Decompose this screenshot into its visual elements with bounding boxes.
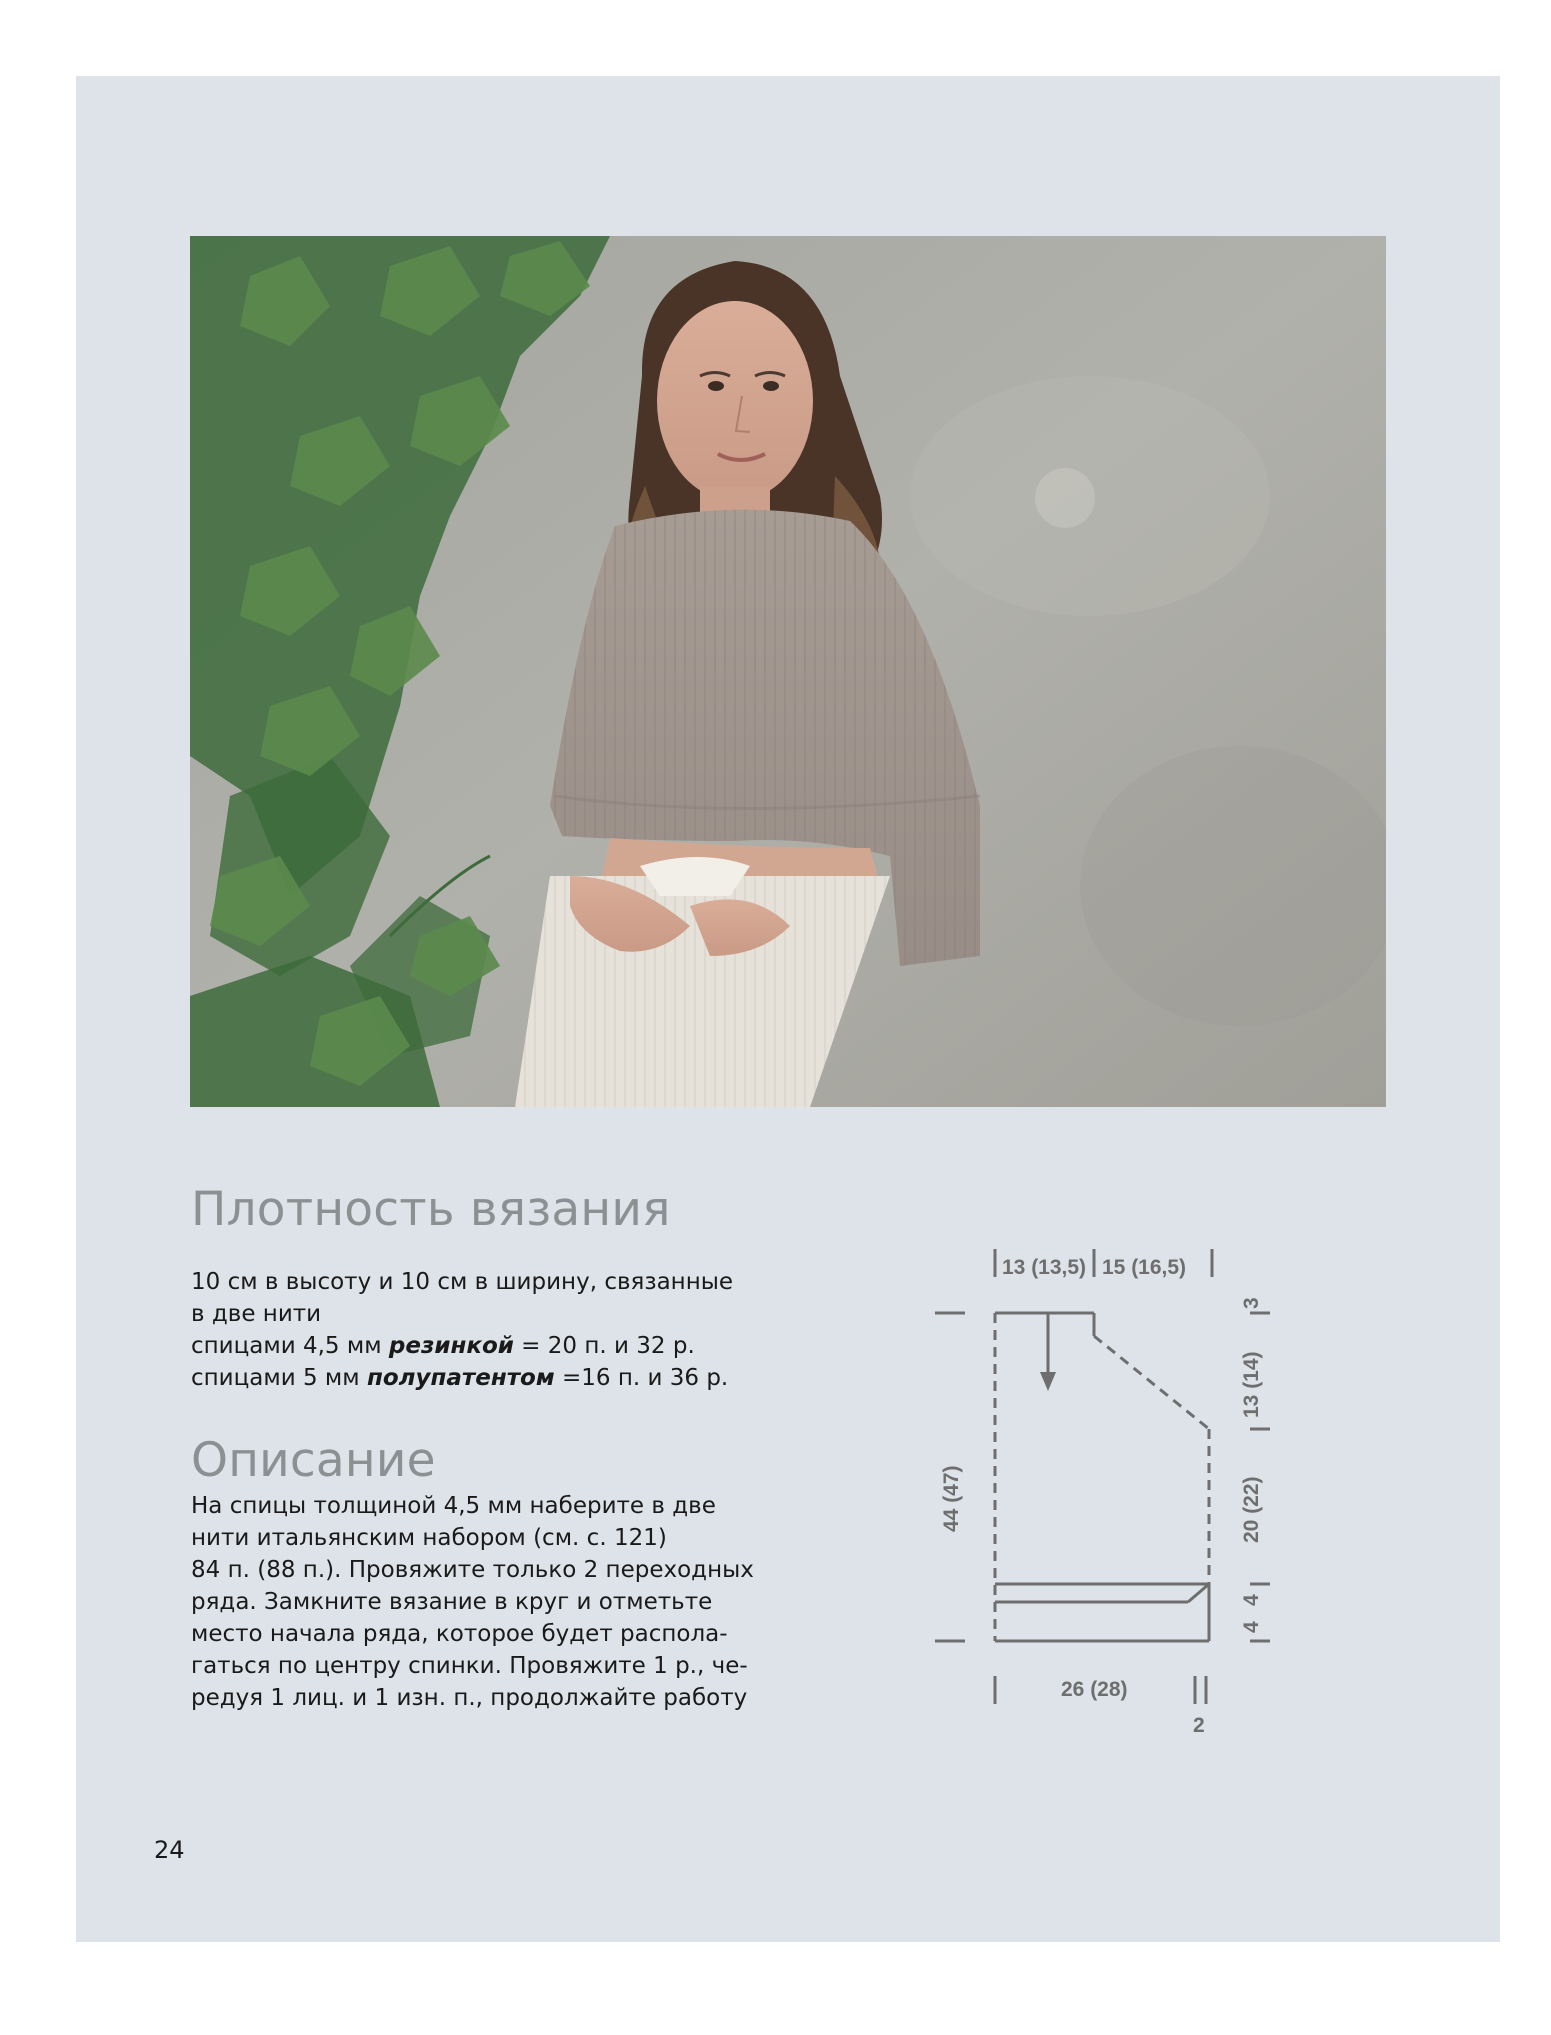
dim-bottom-width: 26 (28) <box>1061 1678 1128 1701</box>
density-line-2: в две нити <box>191 1301 322 1327</box>
description-line: гаться по центру спинки. Провяжите 1 р., че- <box>191 1653 748 1679</box>
description-paragraph <box>191 1490 811 1714</box>
model-photo <box>190 236 1386 1107</box>
dim-right-mid: 20 (22) <box>1240 1476 1263 1543</box>
density-line-4 <box>191 1362 811 1394</box>
description-line: 84 п. (88 п.). Провяжите только 2 переходных <box>191 1557 754 1583</box>
description-line: ряда. Замкните вязание в круг и отметьте <box>191 1589 713 1615</box>
dim-left-height: 44 (47) <box>940 1465 963 1532</box>
density-line-3-post: = 20 п. и 32 р. <box>513 1333 695 1359</box>
description-line: редуя 1 лиц. и 1 изн. п., продолжайте работу <box>191 1685 748 1711</box>
description-line: нити итальянским набором (см. с. 121) <box>191 1525 667 1551</box>
dim-right-top: 13 (14) <box>1240 1351 1263 1418</box>
dim-bottom-small: 2 <box>1193 1714 1205 1737</box>
description-line: место начала ряда, которое будет распола- <box>191 1621 728 1647</box>
dim-right-top-small: 3 <box>1240 1297 1263 1309</box>
page-number: 24 <box>154 1836 185 1864</box>
density-line-3-pre: спицами 4,5 мм <box>191 1333 389 1359</box>
dim-top-left: 13 (13,5) <box>1002 1256 1087 1279</box>
density-line-3 <box>191 1330 811 1362</box>
rib-stitch-term: резинкой <box>388 1333 514 1359</box>
density-heading: Плотность вязания <box>191 1182 671 1237</box>
density-paragraph <box>191 1266 811 1394</box>
description-heading: Описание <box>191 1433 436 1488</box>
description-line: На спицы толщиной 4,5 мм наберите в две <box>191 1493 716 1519</box>
dim-top-right: 15 (16,5) <box>1102 1256 1187 1279</box>
half-brioche-term: полупатентом <box>366 1365 555 1391</box>
density-line-4-pre: спицами 5 мм <box>191 1365 367 1391</box>
dim-right-bottom-b: 4 <box>1240 1594 1263 1606</box>
garment-schematic <box>920 1236 1300 1751</box>
density-line-4-post: =16 п. и 36 р. <box>554 1365 729 1391</box>
density-line-1: 10 см в высоту и 10 см в ширину, связанные <box>191 1269 734 1295</box>
dim-right-bottom-a: 4 <box>1240 1621 1263 1633</box>
